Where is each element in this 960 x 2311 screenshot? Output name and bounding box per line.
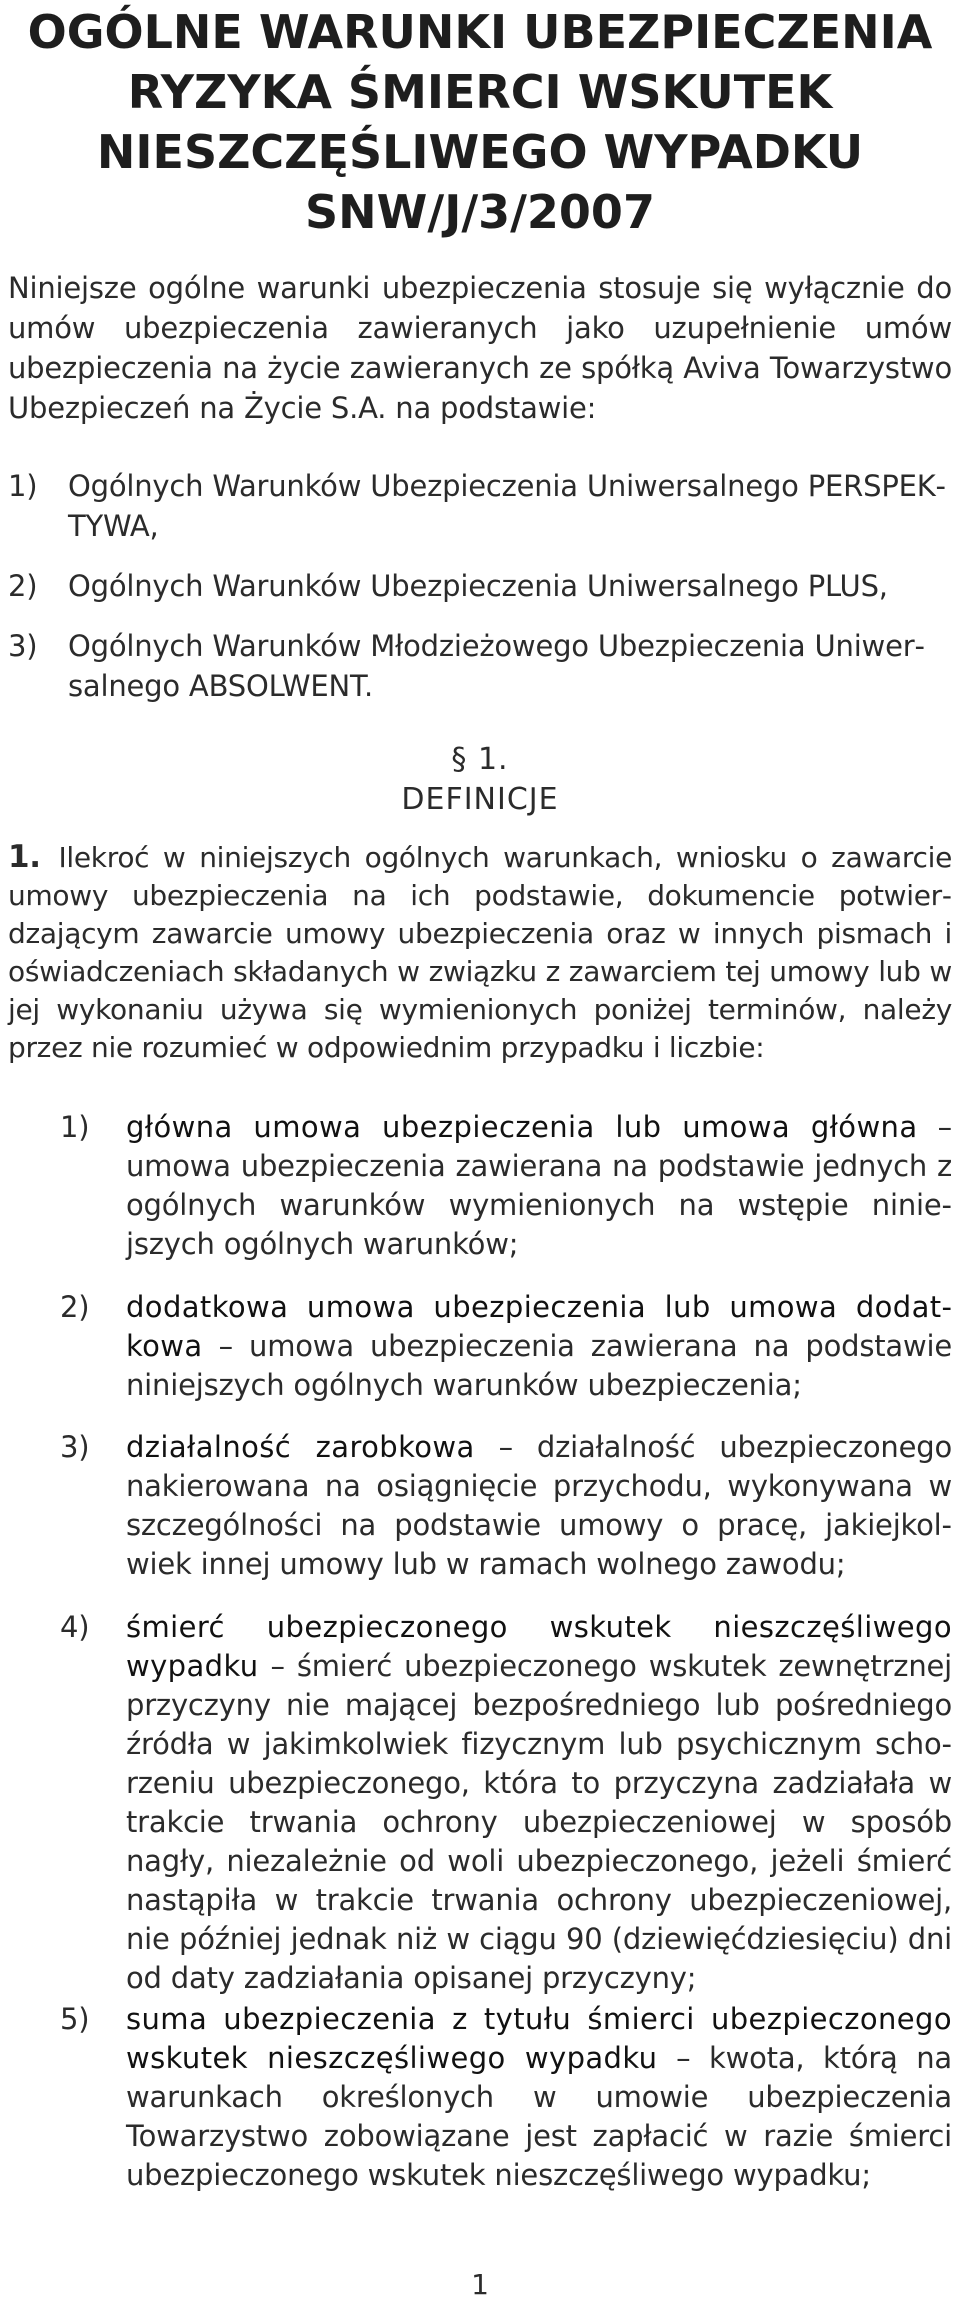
definition-term: suma ubezpieczenia z tytułu śmierci ubezpieczonego wskutek nieszczęśliwego wypadku: [126, 2002, 952, 2075]
definition-number: 5): [60, 2002, 90, 2036]
title-line: RYZYKA ŚMIERCI WSKUTEK: [127, 65, 833, 119]
definition-description: – umowa ubezpieczenia zawierana na podstawie niniejszych ogólnych warunków ubezpieczenia;: [126, 1329, 952, 1402]
definition-number: 4): [60, 1610, 90, 1644]
basis-item: [8, 466, 952, 546]
definition-term: działalność zarobkowa: [126, 1430, 475, 1464]
definition-number: 1): [60, 1110, 90, 1144]
definition-number: 2): [60, 1290, 90, 1324]
basis-item-number: 2): [8, 569, 38, 603]
definition-item: [60, 1428, 952, 1584]
section-heading: DEFINICJE: [401, 782, 559, 817]
document-title: [8, 2, 952, 242]
definition-term: śmierć ubezpieczonego wskutek nieszczęśliwego wypadku: [126, 1610, 952, 1683]
paragraph-text: Ilekroć w niniejszych ogólnych warunkach, wniosku o zawarcie umowy ubezpieczenia na ich podstawie, dokumencie potwierdzającym zawarcie umowy ubezpieczenia oraz w innych pismach i oświadczeniach składanych w związku z zawarciem tej umowy lub w jej wykonaniu używa się wymienionych poniżej terminów, należy przez nie rozumieć w odpowiednim przypadku i liczbie:: [8, 841, 952, 1064]
paragraph-number: 1.: [8, 839, 41, 875]
definition-description: – umowa ubezpieczenia zawierana na podstawie jednych z ogólnych warunków wymienionych na wstępie niniejszych ogólnych warunków;: [126, 1110, 952, 1261]
intro-paragraph: Niniejsze ogólne warunki ubezpieczenia stosuje się wyłącznie do umów ubezpieczenia zawieranych jako uzupełnienie umów ubezpieczenia na życie zawieranych ze spółką Aviva Towarzystwo Ubezpieczeń na Życie S.A. na podstawie:: [8, 271, 952, 425]
section-paragraph: [8, 838, 952, 1067]
basis-item-text: Ogólnych Warunków Ubezpieczenia Uniwersalnego PLUS,: [68, 569, 888, 603]
basis-item-number: 3): [8, 629, 38, 663]
definition-item: [60, 1108, 952, 1264]
definition-description: – kwota, którą na warunkach określonych w umowie ubezpieczenia Towarzystwo zobowiązane jest zapłacić w razie śmierci ubezpieczonego wskutek nieszczęśliwego wypadku;: [126, 2041, 952, 2192]
definition-item: [60, 2000, 952, 2195]
title-line: NIESZCZĘŚLIWEGO WYPADKU: [96, 125, 864, 179]
basis-item-text: Ogólnych Warunków Młodzieżowego Ubezpieczenia Uniwersalnego ABSOLWENT.: [68, 629, 925, 703]
definition-number: 3): [60, 1430, 90, 1464]
basis-item: [8, 566, 952, 606]
definition-item: [60, 1608, 952, 1998]
basis-item: [8, 626, 952, 706]
definition-term: dodatkowa umowa ubezpieczenia lub umowa dodatkowa: [126, 1290, 952, 1363]
basis-item-number: 1): [8, 469, 38, 503]
basis-item-text: Ogólnych Warunków Ubezpieczenia Uniwersalnego PERSPEKTYWA,: [68, 469, 947, 543]
definition-item: [60, 1288, 952, 1405]
definition-description: – działalność ubezpieczonego nakierowana na osiągnięcie przychodu, wykonywana w szczególności na podstawie umowy o pracę, jakiejkolwiek innej umowy lub w ramach wolnego zawodu;: [126, 1430, 952, 1581]
title-line: OGÓLNE WARUNKI UBEZPIECZENIA: [27, 5, 933, 59]
section-symbol: § 1.: [451, 742, 509, 777]
page-number: 1: [471, 2268, 489, 2301]
title-line: SNW/J/3/2007: [305, 185, 655, 239]
definition-term: główna umowa ubezpieczenia lub umowa główna: [126, 1110, 918, 1144]
definition-description: – śmierć ubezpieczonego wskutek zewnętrznej przyczyny nie mającej bezpośredniego lub pośredniego źródła w jakimkolwiek fizycznym lub psychicznym schorzeniu ubezpieczonego, która to przyczyna zadziałała w trakcie trwania ochrony ubezpieczeniowej w sposób nagły, niezależnie od woli ubezpieczonego, jeżeli śmierć nastąpiła w trakcie trwania ochrony ubezpieczeniowej, nie później jednak niż w ciągu 90 (dziewięćdziesięciu) dni od daty zadziałania opisanej przyczyny;: [126, 1649, 952, 1995]
